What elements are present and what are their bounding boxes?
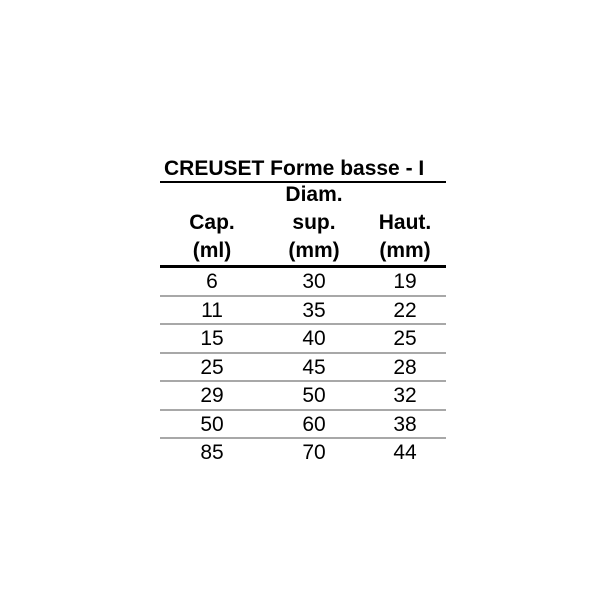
cell-capacity: 29 [200, 384, 224, 407]
table-row [160, 411, 446, 440]
table-row [160, 382, 446, 411]
cell-diameter: 45 [302, 355, 326, 379]
cell-diameter: 30 [302, 270, 326, 293]
cell-height: 28 [393, 355, 417, 379]
table-header [160, 183, 446, 268]
header-diameter [264, 183, 364, 265]
header-height [364, 183, 446, 265]
cell-height: 38 [393, 412, 417, 436]
cell-capacity: 11 [201, 298, 223, 322]
table-row [160, 297, 446, 326]
cell-height: 25 [393, 327, 417, 350]
header-height-line1: Haut. [378, 211, 432, 234]
table-row [160, 439, 446, 468]
header-diameter-line3: (mm) [288, 239, 340, 262]
header-capacity [160, 183, 264, 265]
header-capacity-line2: (ml) [192, 239, 232, 262]
header-height-line2: (mm) [379, 239, 431, 262]
header-capacity-line1: Cap. [189, 211, 235, 234]
cell-capacity: 85 [200, 441, 224, 464]
table-row [160, 268, 446, 297]
creuset-table [160, 154, 446, 468]
cell-capacity: 15 [200, 327, 224, 350]
table-row [160, 325, 446, 354]
table-title [160, 154, 446, 183]
cell-height: 22 [393, 298, 417, 322]
cell-height: 19 [393, 270, 417, 293]
table-title-text: CREUSET Forme basse - I [164, 157, 425, 180]
cell-diameter: 60 [302, 412, 326, 436]
cell-diameter: 70 [302, 441, 326, 464]
cell-height: 44 [393, 441, 417, 464]
cell-diameter: 40 [302, 327, 326, 350]
cell-capacity: 25 [200, 355, 224, 379]
cell-capacity: 50 [200, 412, 224, 436]
cell-height: 32 [393, 384, 417, 407]
cell-capacity: 6 [206, 270, 218, 293]
header-diameter-line2: sup. [292, 211, 336, 234]
cell-diameter: 35 [302, 298, 326, 322]
header-diameter-line1: Diam. [285, 183, 343, 206]
cell-diameter: 50 [302, 384, 326, 407]
table-row [160, 354, 446, 383]
